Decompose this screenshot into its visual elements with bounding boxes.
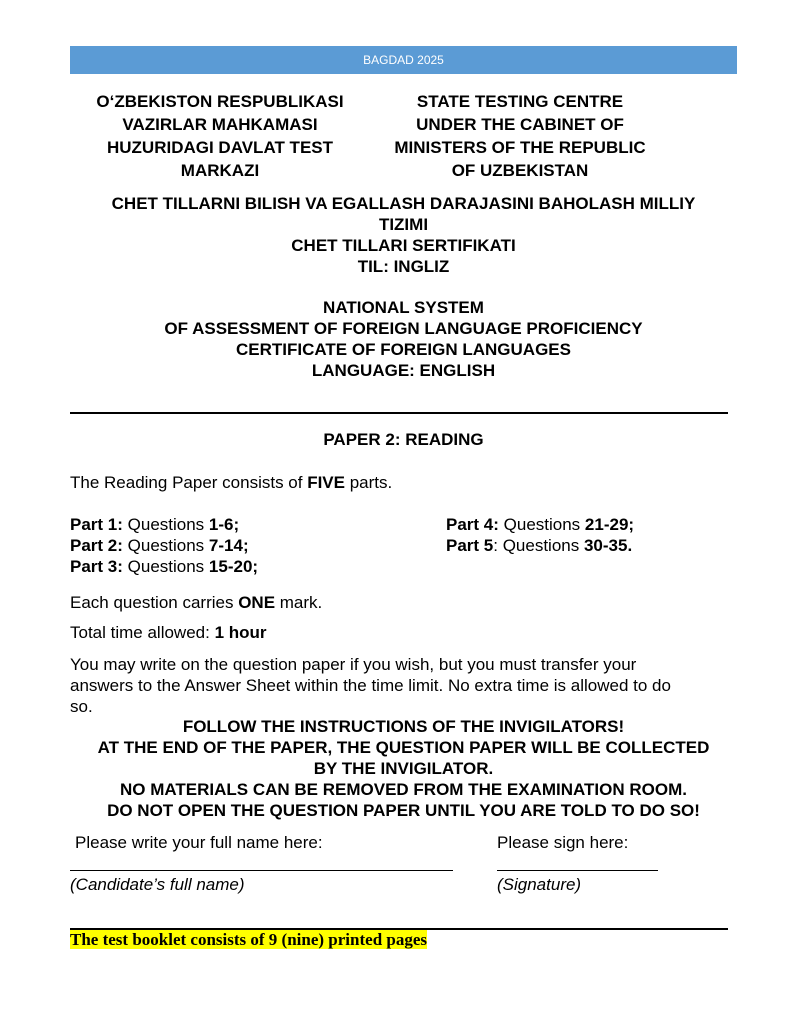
- time-pre: Total time allowed:: [70, 623, 215, 642]
- part-range: 30-35.: [583, 536, 633, 555]
- instruction-line: FOLLOW THE INSTRUCTIONS OF THE INVIGILATORS!: [182, 717, 625, 736]
- name-caption: (Candidate’s full name): [70, 875, 245, 894]
- name-field[interactable]: [70, 870, 453, 871]
- part-label: Part 2:: [70, 536, 123, 555]
- uz-title-line: TIZIMI: [378, 215, 429, 234]
- intro-post: parts.: [344, 473, 393, 492]
- instructions-block: [70, 716, 737, 821]
- parts-left-column: [70, 514, 258, 577]
- header-left-line: HUZURIDAGI DAVLAT TEST: [106, 138, 334, 157]
- part-mid: Questions: [122, 557, 209, 576]
- part-label: Part 3:: [70, 557, 123, 576]
- en-title-line: LANGUAGE: ENGLISH: [311, 361, 496, 380]
- uz-title-line: TIL: INGLIZ: [357, 257, 450, 276]
- part-range: 7-14;: [208, 536, 249, 555]
- part-label: Part 4:: [446, 515, 499, 534]
- intro-bold: FIVE: [307, 473, 345, 492]
- en-title-line: NATIONAL SYSTEM: [323, 298, 484, 317]
- signature-field[interactable]: [497, 870, 658, 871]
- write-note-line: answers to the Answer Sheet within the time limit. No extra time is allowed to do: [70, 676, 671, 695]
- header-left-line: MARKAZI: [180, 161, 260, 180]
- header-uzbek-institution: [70, 90, 370, 182]
- time-bold: 1 hour: [214, 623, 267, 642]
- write-note: [70, 654, 737, 717]
- part-mid: Questions: [498, 515, 585, 534]
- english-title-block: [70, 297, 737, 381]
- signature-caption: (Signature): [497, 875, 582, 894]
- header-english-institution: [370, 90, 670, 182]
- instruction-line: AT THE END OF THE PAPER, THE QUESTION PAPER WILL BE COLLECTED: [97, 738, 710, 757]
- en-title-line: CERTIFICATE OF FOREIGN LANGUAGES: [236, 340, 571, 359]
- part-line: [70, 556, 258, 577]
- intro-text: [70, 472, 392, 493]
- paper-title-text: PAPER 2: READING: [323, 430, 484, 449]
- mark-bold: ONE: [238, 593, 276, 612]
- footer-note-text: The test booklet consists of 9 (nine) printed pages: [70, 930, 428, 949]
- part-range: 21-29;: [584, 515, 635, 534]
- part-mid: : Questions: [493, 536, 584, 555]
- write-note-line: You may write on the question paper if you wish, but you must transfer your: [70, 655, 637, 674]
- header-left-line: VAZIRLAR MAHKAMASI: [122, 115, 318, 134]
- uzbek-title-block: [70, 193, 737, 277]
- instruction-line: DO NOT OPEN THE QUESTION PAPER UNTIL YOU ARE TOLD TO DO SO!: [107, 801, 700, 820]
- part-label: Part 5: [446, 536, 494, 555]
- paper-title: [70, 429, 737, 450]
- part-mid: Questions: [122, 536, 209, 555]
- uz-title-line: CHET TILLARI SERTIFIKATI: [291, 236, 516, 255]
- name-prompt: Please write your full name here:: [75, 833, 323, 852]
- header-right-line: MINISTERS OF THE REPUBLIC: [394, 138, 646, 157]
- time-info: [70, 622, 267, 643]
- sign-prompt: Please sign here:: [497, 833, 629, 852]
- write-note-line: so.: [70, 697, 93, 716]
- part-line: [70, 514, 258, 535]
- mark-pre: Each question carries: [70, 593, 239, 612]
- part-line: [446, 514, 634, 535]
- intro-pre: The Reading Paper consists of: [70, 473, 308, 492]
- divider-rule: [70, 412, 728, 414]
- header-banner: [70, 46, 737, 74]
- part-mid: Questions: [122, 515, 209, 534]
- header-right-line: STATE TESTING CENTRE: [416, 92, 624, 111]
- part-line: [70, 535, 258, 556]
- part-label: Part 1:: [70, 515, 123, 534]
- header-left-line: O‘ZBEKISTON RESPUBLIKASI: [96, 92, 344, 111]
- uz-title-line: CHET TILLARNI BILISH VA EGALLASH DARAJASINI BAHOLASH MILLIY: [111, 194, 696, 213]
- instruction-line: BY THE INVIGILATOR.: [313, 759, 494, 778]
- en-title-line: OF ASSESSMENT OF FOREIGN LANGUAGE PROFICIENCY: [164, 319, 643, 338]
- header-right-line: UNDER THE CABINET OF: [416, 115, 624, 134]
- footer-note: [70, 930, 427, 950]
- header-right-line: OF UZBEKISTAN: [451, 161, 589, 180]
- mark-info: [70, 592, 322, 613]
- parts-right-column: [446, 514, 634, 556]
- banner-text: BAGDAD 2025: [363, 53, 444, 67]
- instruction-line: NO MATERIALS CAN BE REMOVED FROM THE EXAMINATION ROOM.: [120, 780, 687, 799]
- mark-post: mark.: [275, 593, 323, 612]
- part-range: 15-20;: [208, 557, 259, 576]
- part-line: [446, 535, 634, 556]
- part-range: 1-6;: [208, 515, 240, 534]
